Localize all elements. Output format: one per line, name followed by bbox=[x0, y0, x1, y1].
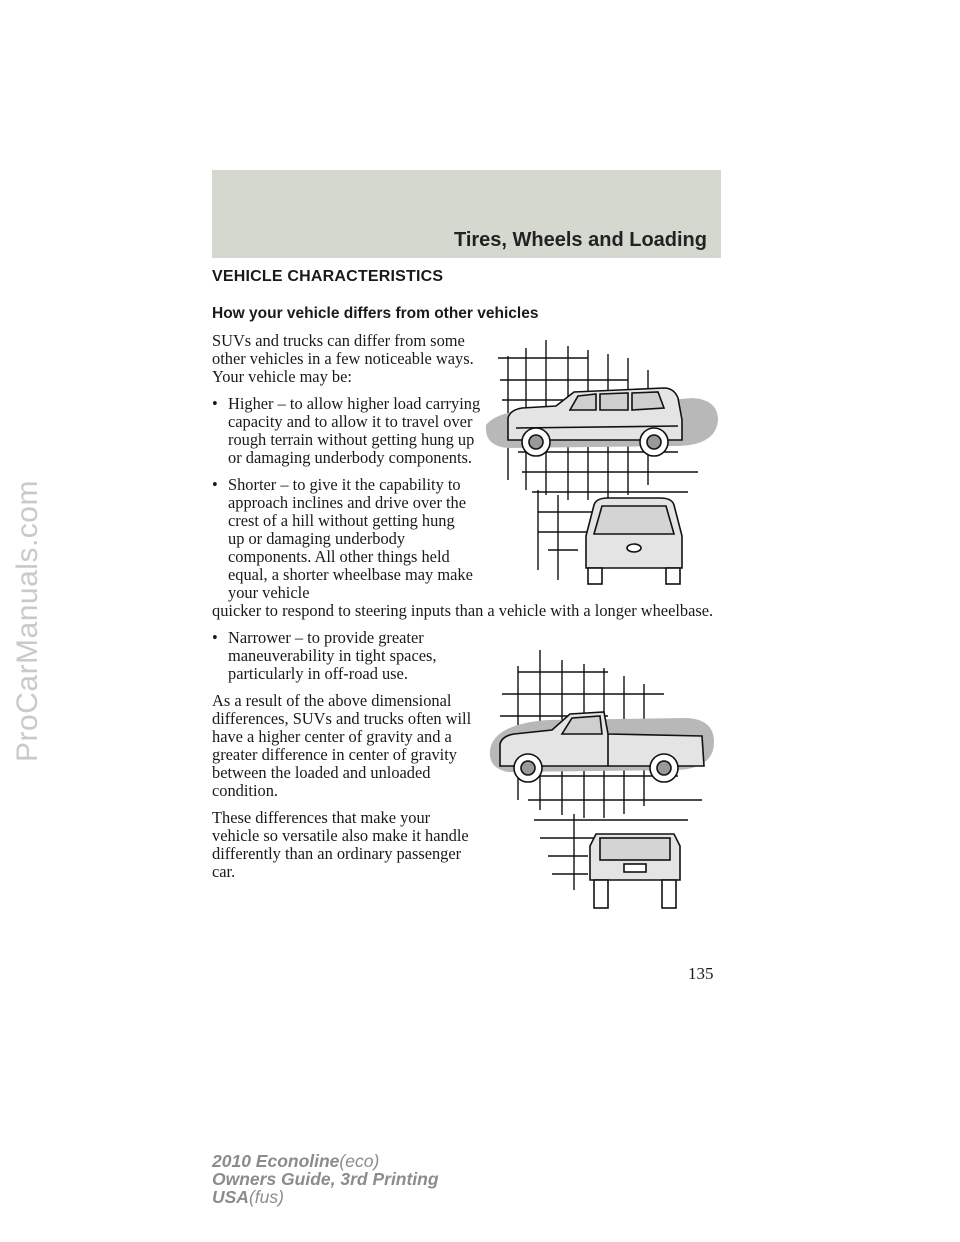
intro-paragraph: SUVs and trucks can differ from some other vehicles in a few noticeable ways. Your vehicle may be: bbox=[212, 331, 474, 386]
bullet-text: Higher – to allow higher load carrying capacity and to allow it to travel over rough terrain without getting hung up or damaging underbody components. bbox=[228, 394, 481, 467]
bullet-narrower bbox=[212, 629, 490, 683]
watermark bbox=[6, 0, 50, 1242]
footer bbox=[212, 1152, 439, 1206]
bullet-text-continued: quicker to respond to steering inputs than a vehicle with a longer wheelbase. bbox=[212, 601, 714, 620]
footer-model: 2010 Econoline bbox=[212, 1151, 340, 1171]
result-paragraph: As a result of the above dimensional differences, SUVs and trucks often will have a higher center of gravity and a greater difference in center of gravity between the loaded and unloaded condition. bbox=[212, 691, 472, 800]
main-content bbox=[212, 268, 712, 890]
watermark-text: ProCarManuals.com bbox=[11, 480, 44, 762]
section-title: Tires, Wheels and Loading bbox=[453, 229, 707, 251]
footer-model-code: (eco) bbox=[339, 1151, 380, 1171]
subheading-differences: How your vehicle differs from other vehicles bbox=[212, 305, 539, 322]
page-number: 135 bbox=[688, 964, 714, 983]
differences-paragraph: These differences that make your vehicle so versatile also make it handle differently than an ordinary passenger car. bbox=[212, 808, 469, 881]
bullet-higher bbox=[212, 395, 490, 467]
bullet-shorter bbox=[212, 476, 718, 620]
footer-line-1 bbox=[212, 1152, 439, 1170]
heading-vehicle-characteristics: VEHICLE CHARACTERISTICS bbox=[212, 268, 444, 285]
footer-line-2: Owners Guide, 3rd Printing bbox=[212, 1169, 439, 1189]
bullet-text: • Shorter – to give it the capability to approach inclines and drive over the crest of a hill without getting hung up or damaging underbody components. All other things held equal, a shorter wheelbase may make your vehicle bbox=[228, 475, 473, 602]
bullet-text: Narrower – to provide greater maneuverability in tight spaces, particularly in off-road use. bbox=[228, 628, 437, 683]
footer-market-code: (fus) bbox=[248, 1187, 284, 1207]
footer-line-3 bbox=[212, 1188, 439, 1206]
section-header-band bbox=[212, 170, 721, 258]
footer-market: USA bbox=[212, 1187, 249, 1207]
